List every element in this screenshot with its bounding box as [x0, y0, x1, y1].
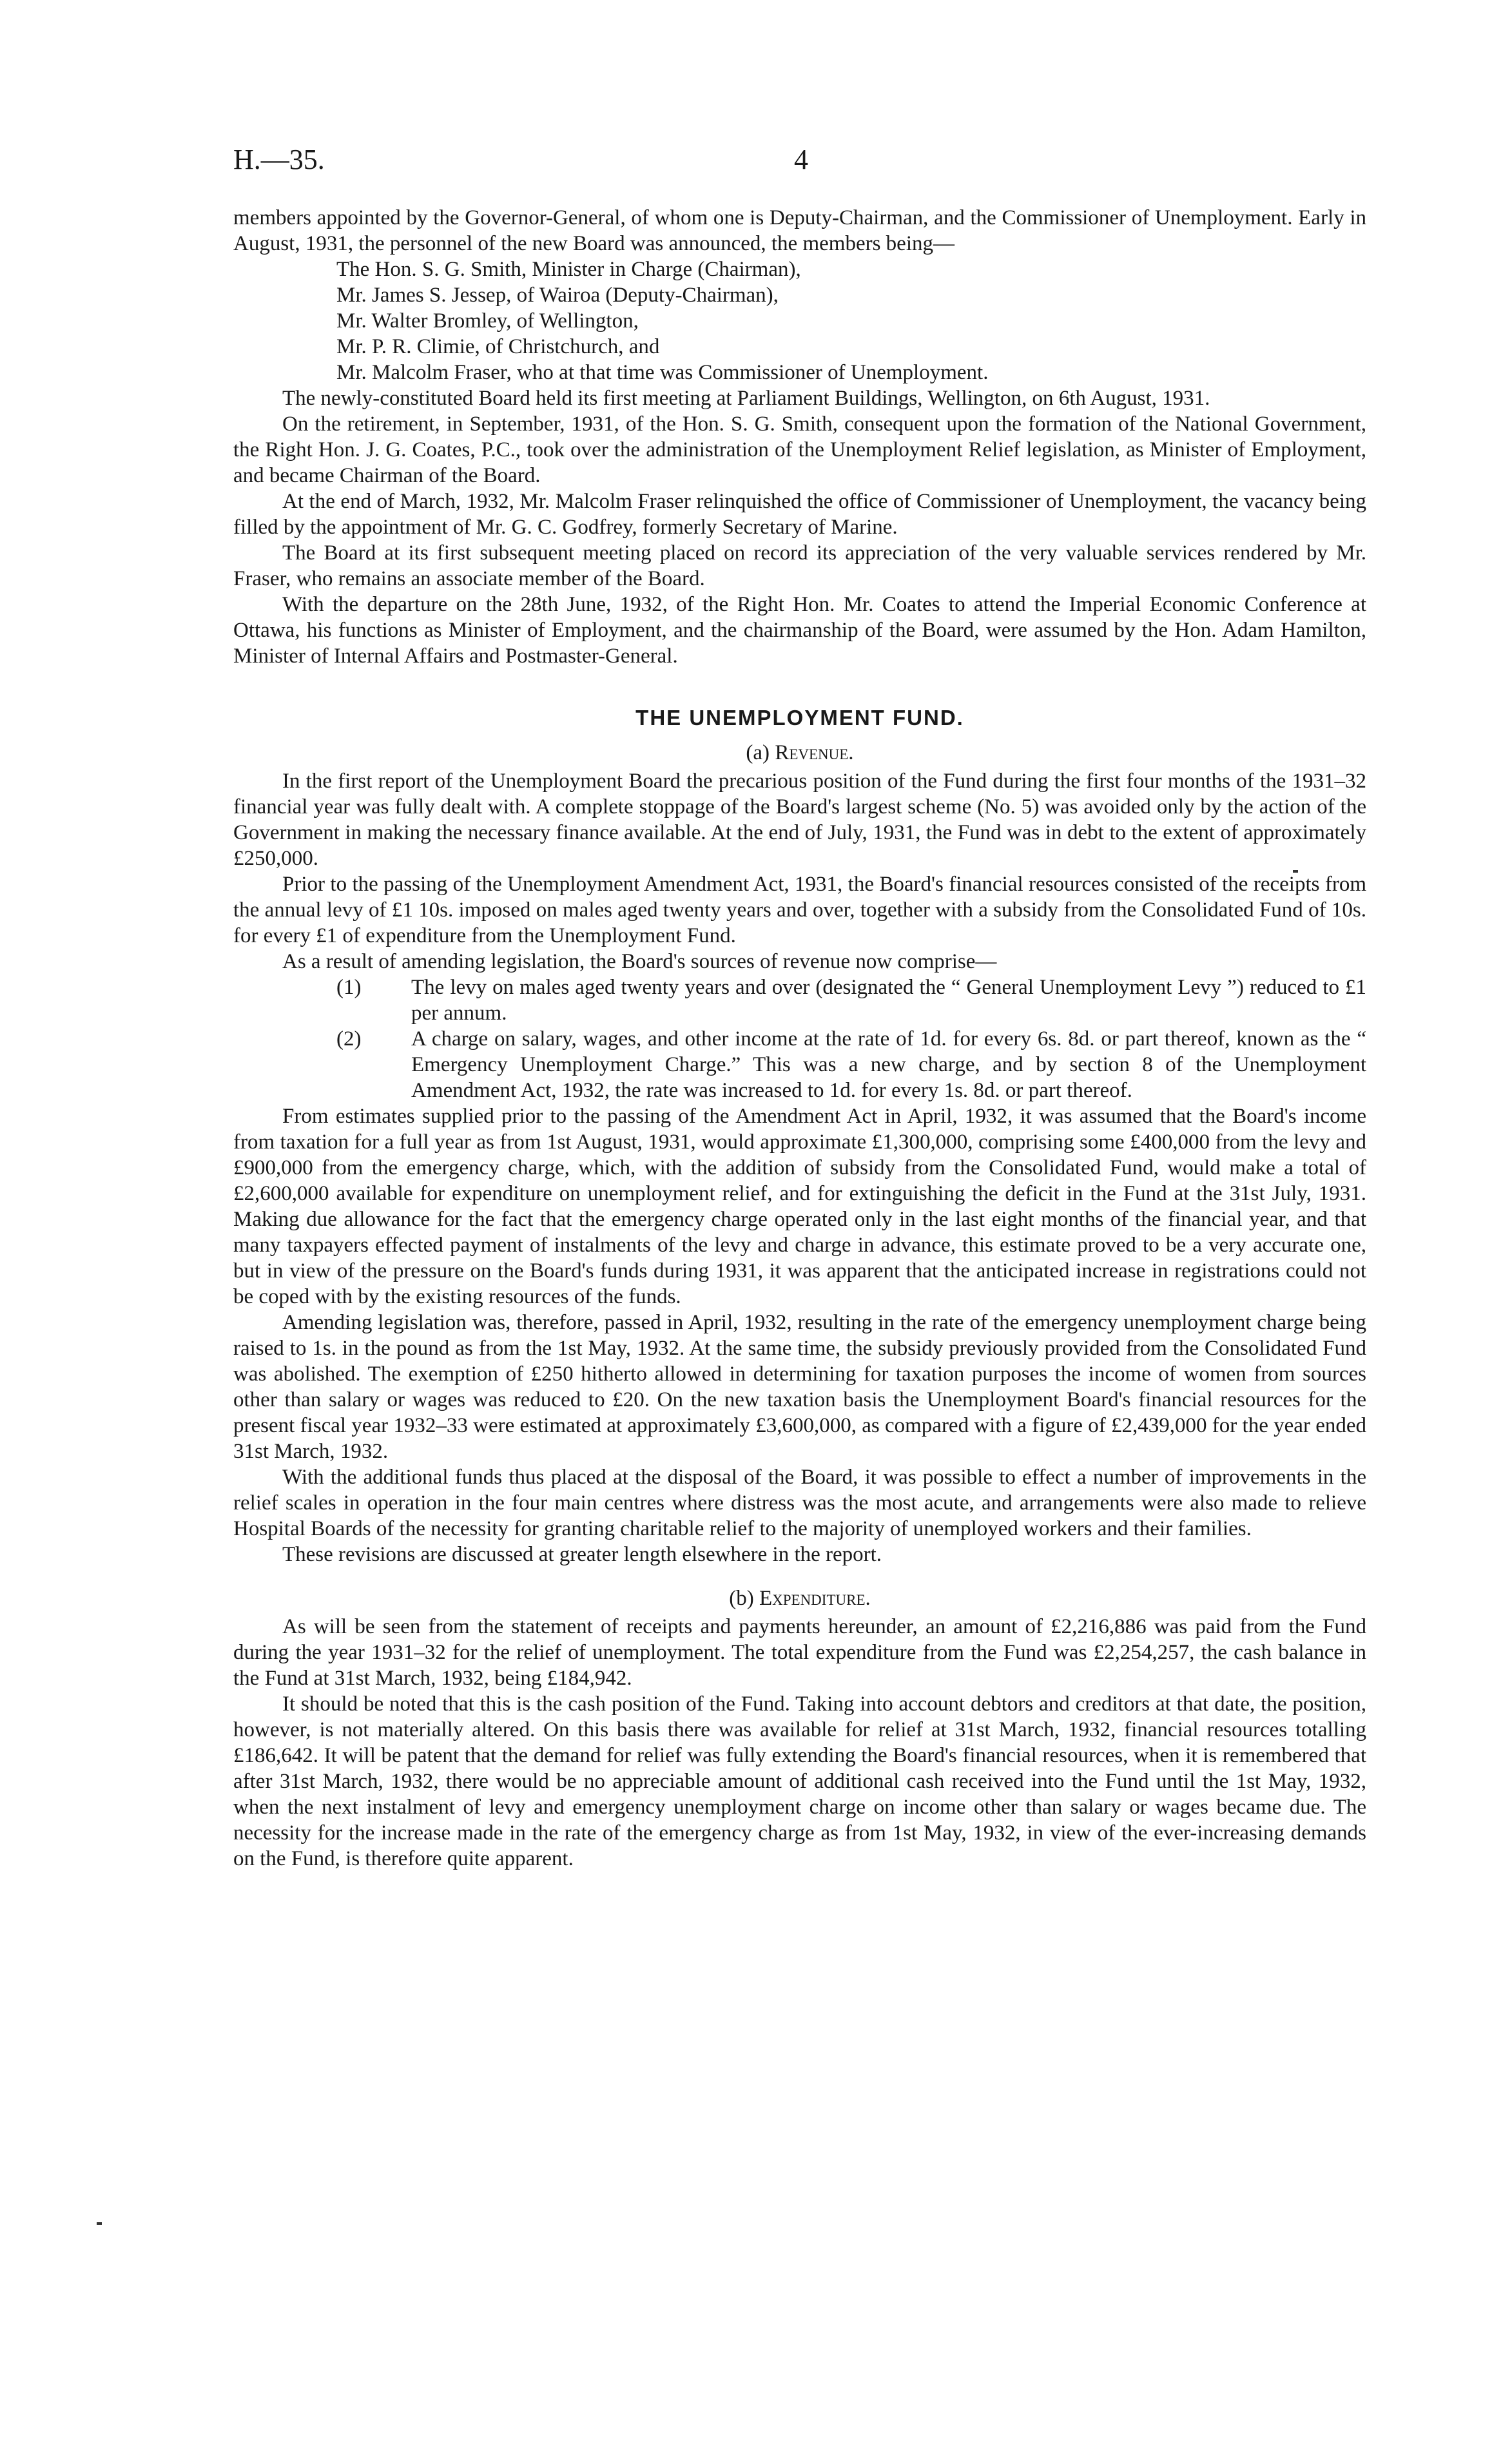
paragraph: At the end of March, 1932, Mr. Malcolm Fraser relinquished the office of Commissioner of Unemployment, the vacancy being filled by the appointment of Mr. G. C. Godfrey, formerly Secretary of Marine. [233, 490, 1366, 539]
margin-mark [97, 2222, 102, 2225]
paragraph: As a result of amending legislation, the Board's sources of revenue now comprise— [282, 950, 997, 973]
list-item [336, 1026, 1366, 1103]
subsection-heading-revenue [233, 740, 1366, 766]
member-line: Mr. Malcolm Fraser, who at that time was Commissioner of Unemployment. [336, 361, 989, 384]
paragraph: It should be noted that this is the cash position of the Fund. Taking into account debtors and creditors at that date, the position, however, is not materially altered. On this basis there was available for relief at 31st March, 1932, financial resources totalling £186,642. It will be patent that the demand for relief was fully extending the Board's financial resources, when it is remembered that after 31st March, 1932, there would be no appreciable amount of additional cash received into the Fund until the 1st May, 1932, when the next instalment of levy and emergency unemployment charge on income other than salary or wages became due. The necessity for the increase made in the rate of the emergency charge as from 1st May, 1932, in view of the ever-increasing demands on the Fund, is therefore quite apparent. [233, 1692, 1366, 1870]
page-header [233, 143, 1366, 182]
paragraph: members appointed by the Governor-General, of whom one is Deputy-Chairman, and the Commissioner of Unemployment. Early in August, 1931, the personnel of the new Board was announced, the members being— [233, 206, 1366, 255]
paragraph: With the departure on the 28th June, 1932, of the Right Hon. Mr. Coates to attend the Imperial Economic Conference at Ottawa, his functions as Minister of Employment, and the chairmanship of the Board, were assumed by the Hon. Adam Hamilton, Minister of Internal Affairs and Postmaster-General. [233, 593, 1366, 668]
paragraph: Amending legislation was, therefore, passed in April, 1932, resulting in the rate of the emergency unemployment charge being raised to 1s. in the pound as from the 1st May, 1932. At the same time, the subsidy previously provided from the Consolidated Fund was abolished. The exemption of £250 hitherto allowed in determining for taxation purposes the income of women from sources other than salary or wages was reduced to £20. On the new taxation basis the Unemployment Board's financial resources for the present fiscal year 1932–33 were estimated at approximately £3,600,000, as compared with a figure of £2,439,000 for the year ended 31st March, 1932. [233, 1311, 1366, 1463]
section-heading: THE UNEMPLOYMENT FUND. [635, 706, 964, 730]
page-identifier: H.—35. [233, 144, 325, 175]
paragraph: With the additional funds thus placed at the disposal of the Board, it was possible to effect a number of improvements in the relief scales in operation in the four main centres where distress was the most acute, and arrangements were also made to relieve Hospital Boards of the necessity for granting charitable relief to the majority of unemployed workers and their families. [233, 1466, 1366, 1540]
paragraph: The Board at its first subsequent meeting placed on record its appreciation of the very valuable services rendered by Mr. Fraser, who remains an associate member of the Board. [233, 541, 1366, 590]
member-line: Mr. Walter Bromley, of Wellington, [336, 309, 639, 333]
paragraph: These revisions are discussed at greater length elsewhere in the report. [282, 1543, 882, 1566]
revenue-sources-list [336, 974, 1366, 1103]
member-line: The Hon. S. G. Smith, Minister in Charge (Chairman), [336, 258, 801, 281]
body-text [233, 205, 1366, 1872]
subsection-heading-expenditure [233, 1585, 1366, 1611]
subsection-title: Expenditure. [759, 1587, 871, 1610]
list-item-number: (2) [336, 1027, 362, 1051]
paragraph: From estimates supplied prior to the passing of the Amendment Act in April, 1932, it was assumed that the Board's income from taxation for a full year as from 1st August, 1931, would approximate £1,300,000, comprising some £400,000 from the levy and £900,000 from the emergency charge, which, with the addition of subsidy from the Consolidated Fund, would make a total of £2,600,000 available for expenditure on unemployment relief, and for extinguishing the deficit in the Fund at the 31st July, 1931. Making due allowance for the fact that the emergency charge operated only in the last eight months of the financial year, and that many taxpayers effected payment of instalments of the levy and charge in advance, this estimate proved to be a very accurate one, but in view of the pressure on the Board's funds during 1931, it was apparent that the anticipated increase in registrations could not be coped with by the existing resources of the funds. [233, 1105, 1366, 1308]
list-item-number: (1) [336, 976, 362, 999]
subsection-prefix: (b) [729, 1587, 759, 1610]
member-line: Mr. James S. Jessep, of Wairoa (Deputy-Chairman), [336, 284, 779, 307]
paragraph: As will be seen from the statement of receipts and payments hereunder, an amount of £2,216,886 was paid from the Fund during the year 1931–32 for the relief of unemployment. The total expenditure from the Fund was £2,254,257, the cash balance in the Fund at 31st March, 1932, being £184,942. [233, 1615, 1366, 1690]
page-number: 4 [794, 144, 808, 175]
paragraph: The newly-constituted Board held its first meeting at Parliament Buildings, Wellington, on 6th August, 1931. [282, 387, 1210, 410]
subsection-prefix: (a) [746, 741, 775, 764]
list-item-text: The levy on males aged twenty years and over (designated the “ General Unemployment Levy ”) reduced to £1 per annum. [411, 976, 1366, 1025]
list-item [336, 974, 1366, 1026]
member-line: Mr. P. R. Climie, of Christchurch, and [336, 335, 660, 358]
list-item-text: A charge on salary, wages, and other income at the rate of 1d. for every 6s. 8d. or part thereof, known as the “ Emergency Unemployment Charge.” This was a new charge, and by section 8 of the Unemployment Amendment Act, 1932, the rate was increased to 1d. for every 1s. 8d. or part thereof. [411, 1027, 1366, 1102]
board-members-list [336, 257, 1366, 385]
scan-speck [1293, 870, 1298, 873]
subsection-title: Revenue. [775, 741, 854, 764]
paragraph: Prior to the passing of the Unemployment Amendment Act, 1931, the Board's financial resources consisted of the receipts from the annual levy of £1 10s. imposed on males aged twenty years and over, together with a subsidy from the Consolidated Fund of 10s. for every £1 of expenditure from the Unemployment Fund. [233, 873, 1366, 947]
paragraph: In the first report of the Unemployment Board the precarious position of the Fund during the first four months of the 1931–32 financial year was fully dealt with. A complete stoppage of the Board's largest scheme (No. 5) was avoided only by the action of the Government in making the necessary finance available. At the end of July, 1931, the Fund was in debt to the extent of approximately £250,000. [233, 770, 1366, 870]
paragraph: On the retirement, in September, 1931, of the Hon. S. G. Smith, consequent upon the formation of the National Government, the Right Hon. J. G. Coates, P.C., took over the administration of the Unemployment Relief legislation, as Minister of Employment, and became Chairman of the Board. [233, 412, 1366, 487]
